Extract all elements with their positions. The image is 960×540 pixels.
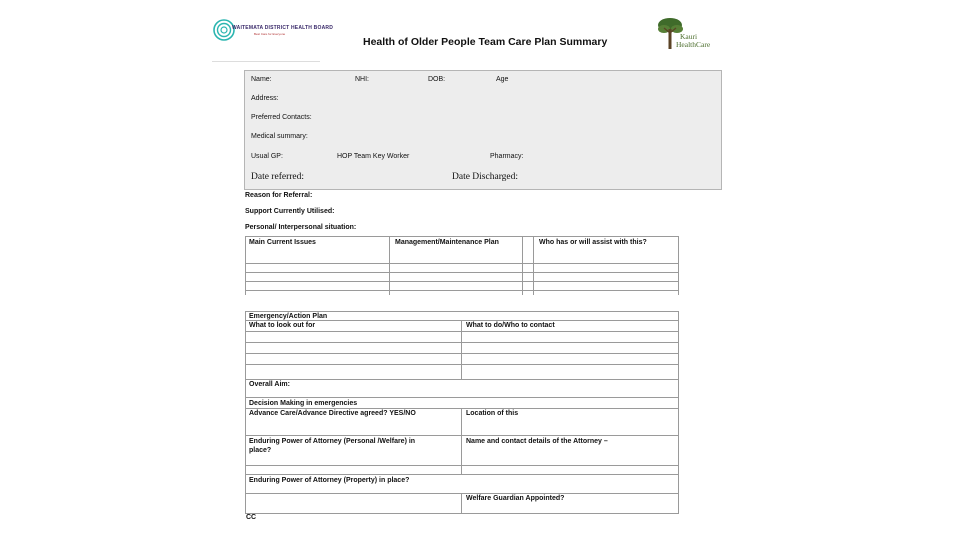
header-divider [212, 61, 320, 62]
issues-col-management: Management/Maintenance Plan [395, 239, 499, 246]
overall-aim-label: Overall Aim: [249, 381, 290, 388]
look-out-for-header: What to look out for [249, 322, 316, 329]
age-label: Age [496, 76, 509, 83]
issues-table [245, 236, 679, 296]
name-label: Name: [251, 76, 272, 83]
date-discharged-label: Date Discharged: [452, 172, 519, 182]
what-to-do-header: What to do/Who to contact [466, 322, 555, 329]
pharmacy-label: Pharmacy: [490, 153, 524, 160]
advance-care-label: Advance Care/Advance Directive agreed? YES/NO [249, 410, 416, 417]
logo-right-line2: HealthCare [676, 40, 711, 49]
emergency-heading: Emergency/Action Plan [249, 313, 328, 320]
dob-label: DOB: [428, 76, 446, 83]
decision-making-heading: Decision Making in emergencies [249, 400, 358, 407]
hop-key-worker-label: HOP Team Key Worker [337, 153, 410, 160]
nhi-label: NHI: [355, 76, 369, 83]
reason-for-referral-label: Reason for Referral: [245, 192, 313, 199]
medical-summary-label: Medical summary: [251, 133, 308, 140]
date-referred-label: Date referred: [251, 172, 305, 182]
epa-property-label: Enduring Power of Attorney (Property) in place? [249, 477, 410, 484]
patient-details-box [244, 70, 722, 190]
personal-situation-label: Personal/ Interpersonal situation: [245, 224, 357, 231]
issues-col-main: Main Current Issues [249, 239, 316, 246]
preferred-contacts-label: Preferred Contacts: [251, 114, 312, 121]
cc-label: CC [246, 514, 257, 521]
logo-right-line1: Kauri [680, 32, 698, 41]
waitemata-dhb-logo [212, 18, 334, 42]
usual-gp-label: Usual GP: [251, 153, 283, 160]
attorney-details-label: Name and contact details of the Attorney – [466, 438, 608, 445]
document-title: Health of Older People Team Care Plan Summary [363, 36, 608, 48]
location-label: Location of this [466, 410, 519, 417]
welfare-guardian-label: Welfare Guardian Appointed? [466, 495, 565, 502]
emergency-table [245, 311, 679, 514]
support-utilised-label: Support Currently Utilised: [245, 208, 335, 215]
epa-personal-label: Enduring Power of Attorney (Personal /Welfare) in place? [249, 438, 416, 454]
issues-col-assist: Who has or will assist with this? [539, 239, 647, 246]
kauri-healthcare-logo [654, 16, 726, 52]
logo-left-line2: Best Care for Everyone [254, 32, 286, 36]
logo-left-line1: WAITEMATA DISTRICT HEALTH BOARD [232, 25, 334, 31]
address-label: Address: [251, 95, 279, 102]
